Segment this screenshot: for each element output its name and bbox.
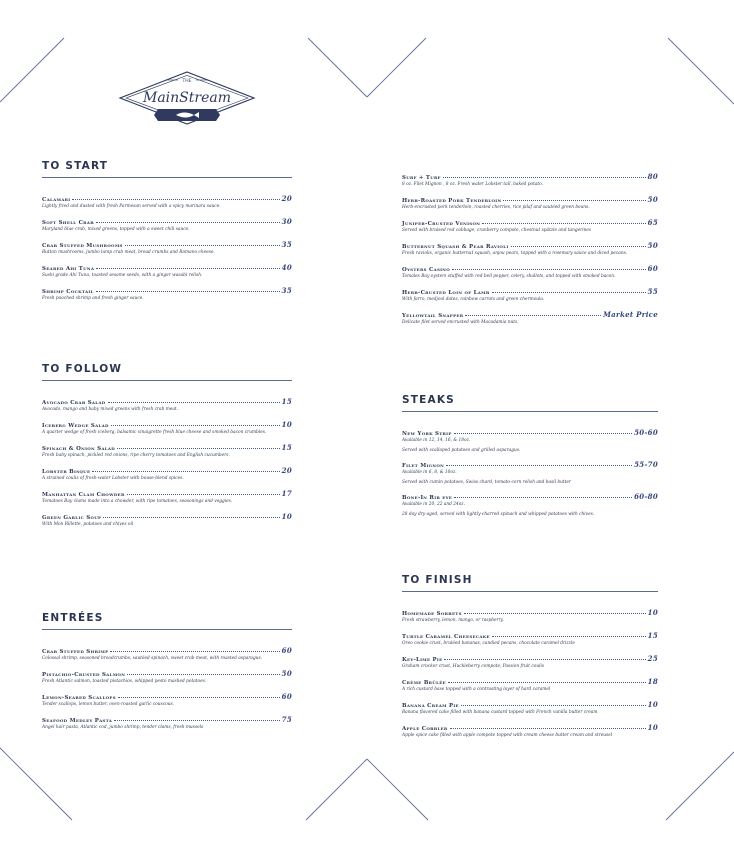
- menu-item-description: Tomatoes Bay clams made into a chowder, with ripe tomatoes, seasonings and veggies.: [42, 499, 233, 504]
- dot-leader: [446, 465, 632, 466]
- menu-item-line: [42, 263, 292, 272]
- menu-item-price: 15: [281, 443, 292, 452]
- menu-item-name: Shrimp Cocktail: [42, 289, 94, 295]
- section-items: [42, 646, 292, 731]
- menu-item-name: Avocado Crab Salad: [42, 400, 106, 406]
- menu-item: [402, 241, 658, 257]
- dot-leader: [111, 425, 280, 426]
- menu-item: [42, 194, 292, 210]
- menu-item-description: Graham cracker crust, Huckleberry compote, Passion fruit coulis: [402, 664, 545, 669]
- menu-item-name: Lemon-Seared Scallops: [42, 695, 116, 701]
- dot-leader: [461, 705, 646, 706]
- menu-item-name: Crab Stuffed Shrimp: [42, 649, 109, 655]
- menu-item-description: With farro, medjool dates, rainbow carrots and green chermoula.: [402, 297, 545, 302]
- menu-item-description: 8 oz. Filet Mignon , 8 oz. Fresh water Lobster tail, baked potato.: [402, 182, 543, 187]
- menu-item-name: Iceberg Wedge Salad: [42, 423, 109, 429]
- menu-item-price: 10: [647, 608, 658, 617]
- menu-item-line: [42, 489, 292, 498]
- menu-item-description: Available in 12, 14, 16, & 18oz.: [402, 438, 471, 443]
- menu-item-price: 60: [281, 646, 292, 655]
- menu-item-price: Market Price: [603, 310, 658, 319]
- menu-item-line: [42, 646, 292, 655]
- menu-item-name: Butternut Squash & Pear Ravioli: [402, 244, 509, 250]
- menu-item-name: Bone-In Rib eye: [402, 495, 453, 501]
- menu-item-price: 20: [281, 194, 292, 203]
- menu-item-price: 50-60: [634, 428, 658, 437]
- menu-item: [42, 397, 292, 413]
- section-items: [42, 397, 292, 528]
- menu-item-price: 60: [647, 264, 658, 273]
- menu-item-line: [42, 397, 292, 406]
- menu-item: [402, 218, 658, 234]
- menu-item-line: [42, 286, 292, 295]
- menu-item-line: [42, 466, 292, 475]
- menu-item: [402, 172, 658, 188]
- menu-item-name: Soft Shell Crab: [42, 220, 94, 226]
- menu-item-price: 50: [647, 241, 658, 250]
- dot-leader: [125, 245, 280, 246]
- menu-item-price: 10: [281, 512, 292, 521]
- menu-item-line: [42, 240, 292, 249]
- menu-item-line: [402, 677, 658, 686]
- dot-leader: [464, 613, 646, 614]
- menu-item-name: Seared Ahi Tuna: [42, 266, 95, 272]
- dot-leader: [96, 268, 279, 269]
- menu-item-price: 50: [647, 195, 658, 204]
- section-entrees: [42, 612, 292, 738]
- section-items: [402, 428, 658, 517]
- menu-item-line: [42, 194, 292, 203]
- menu-item-price: 75: [281, 715, 292, 724]
- menu-item-price: 65: [647, 218, 658, 227]
- menu-item-line: [402, 608, 658, 617]
- menu-item-description: Fresh poached shrimp and fresh ginger sauce.: [42, 296, 144, 301]
- menu-item-note: 28 day dry-aged, served with lightly-charred spinach and whipped potatoes with chives.: [402, 512, 595, 517]
- menu-item: [42, 646, 292, 662]
- menu-item-description: Available in 20, 22 and 24oz.: [402, 502, 465, 507]
- dot-leader: [127, 494, 280, 495]
- dot-leader: [444, 659, 645, 660]
- section-items: [42, 194, 292, 302]
- menu-item-name: Green Garlic Soup: [42, 515, 102, 521]
- menu-item-line: [42, 715, 292, 724]
- menu-item: [402, 460, 658, 485]
- dot-leader: [503, 200, 645, 201]
- menu-item-description: Fresh baby spinach, pickled red onions, ripe cherry tomatoes and English cucumbers.: [42, 453, 230, 458]
- menu-item-price: 17: [281, 489, 292, 498]
- menu-item: [42, 217, 292, 233]
- menu-item: [402, 608, 658, 624]
- menu-item-line: [42, 443, 292, 452]
- menu-item-name: Pistachio-Crusted Salmon: [42, 672, 126, 678]
- menu-item-price: 10: [647, 723, 658, 732]
- menu-item-price: 15: [647, 631, 658, 640]
- menu-item: [42, 240, 292, 256]
- menu-item-price: 15: [281, 397, 292, 406]
- menu-item-price: 50: [281, 669, 292, 678]
- menu-item-price: 10: [281, 420, 292, 429]
- menu-item: [402, 723, 658, 739]
- menu-item-name: Apple Cobbler: [402, 726, 448, 732]
- menu-item-name: Key-Lime Pie: [402, 657, 443, 663]
- menu-item-name: Filet Mignon: [402, 463, 445, 469]
- dot-leader: [72, 199, 279, 200]
- section-title: TO FOLLOW: [42, 363, 292, 381]
- menu-item: [42, 466, 292, 482]
- menu-item: [42, 512, 292, 528]
- dot-leader: [454, 433, 632, 434]
- dot-leader: [465, 315, 601, 316]
- dot-leader: [96, 222, 280, 223]
- menu-item-name: Crème Brûlée: [402, 680, 446, 686]
- menu-item: [402, 654, 658, 670]
- menu-item-description: Herb-encrusted pork tenderloin, roasted cherries, rice pilaf and sautéed green beans.: [402, 205, 590, 210]
- menu-item-description: Oreo cookie crust, bruléed bananas, candied pecans, chocolate caramel drizzle: [402, 641, 575, 646]
- dot-leader: [127, 674, 279, 675]
- menu-item-price: 80: [647, 172, 658, 181]
- menu-item-description: Button mushrooms, jumbo lump crab meat, bread crumbs and Romano cheese.: [42, 250, 215, 255]
- menu-item: [42, 263, 292, 279]
- menu-item-name: Juniper-Crusted Venison: [402, 221, 481, 227]
- menu-item: [42, 420, 292, 436]
- menu-item: [42, 443, 292, 459]
- dot-leader: [511, 246, 646, 247]
- menu-item-name: Homemade Sorbets: [402, 611, 462, 617]
- section-to-follow: [42, 363, 292, 535]
- dot-leader: [92, 471, 279, 472]
- section-title: STEAKS: [402, 394, 658, 412]
- menu-item-line: [402, 287, 658, 296]
- menu-item-description: Lightly fried and dusted with fresh Parmesan served with a spicy marinara sauce.: [42, 204, 221, 209]
- menu-item-price: 10: [647, 700, 658, 709]
- menu-item-description: Avocado, mango and baby mixed greens with fresh crab meat.: [42, 407, 178, 412]
- menu-item-name: Surf + Turf: [402, 175, 441, 181]
- menu-item-name: Oysters Casino: [402, 267, 451, 273]
- section-mains: [402, 172, 658, 333]
- dot-leader: [448, 682, 646, 683]
- menu-item-price: 35: [281, 286, 292, 295]
- menu-item-name: Banana Cream Pie: [402, 703, 459, 709]
- menu-item-name: Turtle Caramel Cheesecake: [402, 634, 490, 640]
- dot-leader: [454, 497, 632, 498]
- section-title: ENTRÉES: [42, 612, 292, 630]
- menu-item-name: Lobster Bisque: [42, 469, 91, 475]
- menu-item-note: Served with scalloped potatoes and grilled asparagus.: [402, 448, 521, 453]
- menu-item-description: Fresh strawberry, lemon, mango, or raspberry.: [402, 618, 504, 623]
- menu-item-price: 20: [281, 466, 292, 475]
- menu-item-description: Delicate filet served encrusted with Macadamia nuts.: [402, 320, 519, 325]
- menu-item-line: [42, 420, 292, 429]
- menu-item-price: 18: [647, 677, 658, 686]
- menu-item: [402, 700, 658, 716]
- section-items: [402, 608, 658, 739]
- menu-item-line: [402, 241, 658, 250]
- restaurant-logo: [118, 64, 256, 128]
- section-items: [402, 172, 658, 326]
- menu-item-description: Available in 6, 8, & 10oz.: [402, 470, 457, 475]
- menu-item-line: [402, 264, 658, 273]
- dot-leader: [492, 636, 646, 637]
- menu-item-price: 55-70: [634, 460, 658, 469]
- menu-item-name: Herb-Roasted Pork Tenderloin: [402, 198, 502, 204]
- menu-item-price: 60-80: [634, 492, 658, 501]
- menu-item-description: Fresh Atlantic salmon, toasted pistachios, whipped pesto mashed potatoes.: [42, 679, 207, 684]
- menu-item-line: [402, 700, 658, 709]
- dot-leader: [108, 402, 280, 403]
- menu-item-price: 30: [281, 217, 292, 226]
- dot-leader: [482, 223, 645, 224]
- menu-item: [402, 310, 658, 326]
- section-steaks: [402, 394, 658, 524]
- menu-item: [402, 428, 658, 453]
- menu-item-name: Seafood Medley Pasta: [42, 718, 113, 724]
- menu-item-note: Served with cumin potatoes, Swiss chard, tomato-corn relish and basil butter: [402, 480, 571, 485]
- menu-item-description: Maryland blue crab, mixed greens, topped with a sweet chili sauce.: [42, 227, 190, 232]
- menu-item: [42, 669, 292, 685]
- menu-item-price: 25: [647, 654, 658, 663]
- menu-item-price: 60: [281, 692, 292, 701]
- menu-item-description: Fresh raviolis, organic butternut squash, anjou pears, topped with a rosemary sauce and diced pecans.: [402, 251, 628, 256]
- menu-item-description: Apple spice cake filled with apple compote topped with cream cheese butter cream and streusel: [402, 733, 613, 738]
- menu-item-line: [42, 669, 292, 678]
- menu-item-description: A rich custard base topped with a contrasting layer of hard caramel: [402, 687, 551, 692]
- menu-item-name: Yellowtail Snapper: [402, 313, 464, 319]
- menu-item: [42, 692, 292, 708]
- menu-item-line: [42, 217, 292, 226]
- menu-item-name: Calamari: [42, 197, 71, 203]
- section-title: TO FINISH: [402, 574, 658, 592]
- menu-item-line: [402, 310, 658, 319]
- menu-item-line: [402, 492, 658, 501]
- menu-item: [402, 677, 658, 693]
- dot-leader: [492, 292, 646, 293]
- menu-item: [402, 492, 658, 517]
- menu-item-line: [42, 692, 292, 701]
- menu-item-description: With Mon Rillette, potatoes and chives oil: [42, 522, 134, 527]
- dot-leader: [118, 697, 280, 698]
- dot-leader: [117, 448, 280, 449]
- menu-item-line: [402, 172, 658, 181]
- menu-item-line: [402, 460, 658, 469]
- menu-item-name: Manhattan Clam Chowder: [42, 492, 125, 498]
- menu-item-description: A quarter wedge of fresh iceberg, balsamic vinaigrette fresh blue cheese and smoked bacon crumbles.: [42, 430, 267, 435]
- menu-item-price: 35: [281, 240, 292, 249]
- menu-item-line: [402, 195, 658, 204]
- menu-item-description: Tomales Bay oysters stuffed with red bell pepper, celery, shallots, and topped with smoked bacon.: [402, 274, 616, 279]
- menu-item-line: [42, 512, 292, 521]
- menu-item-price: 55: [647, 287, 658, 296]
- menu-item-description: Tender scallops, lemon butter, oven-roasted garlic couscous.: [42, 702, 175, 707]
- menu-item-line: [402, 723, 658, 732]
- menu-item: [402, 631, 658, 647]
- dot-leader: [96, 291, 280, 292]
- menu-item-name: Crab Stuffed Mushrooms: [42, 243, 123, 249]
- menu-item-line: [402, 631, 658, 640]
- menu-item-line: [402, 428, 658, 437]
- menu-item-description: Banana flavored cake filled with banana custard topped with French vanilla butter cream: [402, 710, 598, 715]
- menu-item-price: 40: [281, 263, 292, 272]
- menu-item-description: Sushi grade Ahi Tuna, toasted sesame seeds, with a ginger wasabi relish.: [42, 273, 203, 278]
- dot-leader: [110, 651, 279, 652]
- menu-item-line: [402, 654, 658, 663]
- logo-name: MainStream: [143, 90, 231, 106]
- dot-leader: [103, 517, 279, 518]
- dot-leader: [443, 177, 646, 178]
- dot-leader: [450, 728, 646, 729]
- menu-item: [402, 195, 658, 211]
- menu-item: [42, 489, 292, 505]
- menu-item: [402, 287, 658, 303]
- menu-item-name: Spinach & Onion Salad: [42, 446, 116, 452]
- section-to-start: [42, 160, 292, 309]
- dot-leader: [452, 269, 646, 270]
- menu-item-description: Angel hair pasta, Atlantic cod, jumbo shrimp, tender clams, fresh mussels: [42, 725, 204, 730]
- section-to-finish: [402, 574, 658, 746]
- section-title: TO START: [42, 160, 292, 178]
- menu-item-name: New York Strip: [402, 431, 452, 437]
- menu-item: [402, 264, 658, 280]
- menu-item: [42, 715, 292, 731]
- menu-item-description: Served with braised red cabbage, cranberry compote, chestnut spätzle and tangerines: [402, 228, 592, 233]
- logo-top-text: THE: [182, 79, 192, 84]
- dot-leader: [114, 720, 279, 721]
- menu-item-description: A strained coulis of fresh-water Lobster with bouse-blend spices.: [42, 476, 184, 481]
- menu-item-line: [402, 218, 658, 227]
- menu-item: [42, 286, 292, 302]
- menu-item-description: Colossal shrimp, seasoned breadcrumbs, sautéed spinach, sweet crab meat, with roasted asparagus.: [42, 656, 263, 661]
- menu-item-name: Herb-Crusted Loin of Lamb: [402, 290, 490, 296]
